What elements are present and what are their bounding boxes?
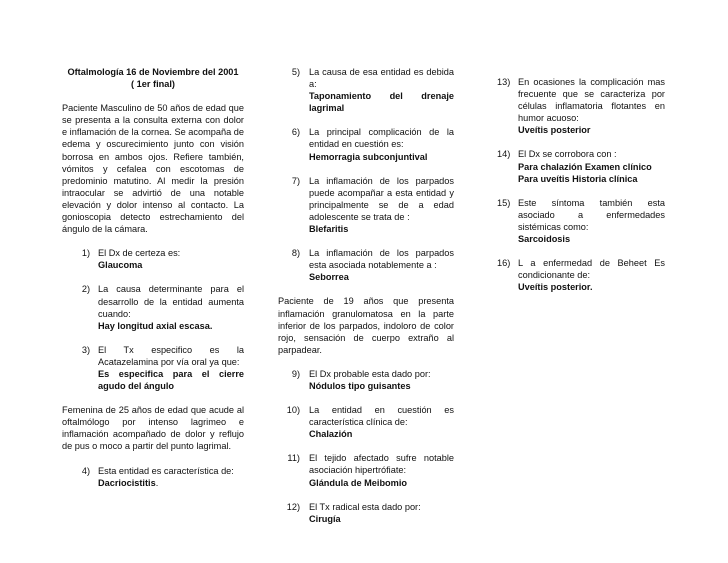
- document-title: [62, 66, 244, 90]
- question-number: 4): [81, 465, 90, 476]
- question-answer: Seborrea: [309, 272, 349, 283]
- question-answer: Glándula de Meibomio: [309, 477, 408, 488]
- question-9: [278, 368, 454, 392]
- question-text: La principal complicación de la entidad en cuestión es:: [309, 127, 454, 150]
- question-text: El tejido afectado sufre notable asociación hipertrófiate:: [309, 453, 454, 476]
- title-line-1: Oftalmología 16 de Noviembre del 2001: [67, 67, 239, 77]
- question-answer: Dacriocistitis: [98, 477, 156, 488]
- question-answer: Glaucoma: [98, 260, 143, 271]
- question-text: En ocasiones la complicación mas frecuente que se caracteriza por células inflamatoria flotantes en humor acuoso:: [518, 77, 665, 124]
- question-text: Este síntoma también esta asociado a enfermedades sistémicas como:: [518, 197, 665, 232]
- question-number: 1): [81, 248, 90, 259]
- question-answer: Hemorragia subconjuntival: [309, 151, 428, 162]
- question-text: L a enfermedad de Beheet Es condicionante de:: [518, 258, 665, 281]
- column-3: [497, 76, 665, 293]
- question-text: El Tx especifico es la Acatazelamina por vía oral ya que:: [98, 344, 244, 367]
- question-number: 15): [497, 197, 511, 208]
- answer-suffix: .: [155, 477, 159, 488]
- question-number: 6): [291, 127, 300, 138]
- question-number: 13): [497, 77, 511, 87]
- question-answer: Hay longitud axial escasa.: [98, 320, 213, 331]
- question-number: 11): [287, 453, 300, 464]
- question-answer: Cirugía: [309, 513, 341, 524]
- question-answer: Para chalazión Examen clínico: [518, 161, 652, 172]
- question-text: El Dx probable esta dado por:: [309, 368, 431, 379]
- question-answer: Sarcoidosis: [518, 234, 571, 245]
- question-number: 7): [291, 175, 300, 186]
- question-7: [278, 175, 454, 235]
- question-2: [62, 283, 244, 331]
- question-number: 3): [81, 344, 90, 355]
- question-8: [278, 247, 454, 283]
- question-number: 9): [291, 368, 300, 379]
- question-text: Esta entidad es característica de:: [98, 465, 234, 476]
- question-4: [62, 465, 244, 489]
- question-number: 10): [286, 405, 300, 416]
- question-answer: Chalazión: [309, 429, 353, 440]
- question-5: [278, 66, 454, 114]
- column-2: [278, 66, 454, 525]
- question-answer: Uveítis posterior.: [518, 282, 593, 293]
- question-answer: Uveítis posterior: [518, 125, 591, 136]
- title-line-2: ( 1er final): [131, 79, 175, 90]
- question-text: La entidad en cuestión es característica clínica de:: [309, 405, 454, 428]
- question-3: [62, 344, 244, 392]
- question-number: 5): [291, 67, 300, 77]
- question-13: [497, 76, 665, 136]
- question-number: 12): [286, 501, 300, 512]
- question-text: El Tx radical esta dado por:: [309, 501, 421, 512]
- question-answer: Nódulos tipo guisantes: [309, 380, 411, 391]
- question-10: [278, 404, 454, 440]
- case-1-description: Paciente Masculino de 50 años de edad que se presenta a la consulta externa con dolor e inflamación de la cornea. Se acompaña de edema y oscurecimiento junto con visión borrosa en ambos ojos. Refiere también, vómitos y cefalea con escotomas de predominio matutino. Al medir la presión intraocular se advirtió de una notable elevación y dolor intenso al contacto. La gonioscopia detecto estrechamiento del ángulo de la cámara.: [62, 103, 244, 235]
- column-1: [62, 66, 244, 489]
- question-1: [62, 247, 244, 271]
- question-text: La causa determinante para el desarrollo de la entidad aumenta cuando:: [98, 284, 244, 319]
- question-text: El Dx de certeza es:: [98, 248, 181, 259]
- question-16: [497, 257, 665, 293]
- question-number: 16): [497, 258, 511, 269]
- question-number: 2): [81, 284, 90, 295]
- question-answer: Blefaritis: [309, 224, 349, 235]
- question-text: La causa de esa entidad es debida a:: [309, 67, 454, 90]
- question-12: [278, 501, 454, 525]
- question-14: [497, 148, 665, 184]
- question-15: [497, 197, 665, 245]
- question-answer: Es especifica para el cierre agudo del ángulo: [98, 368, 244, 392]
- question-6: [278, 126, 454, 162]
- question-answer-2: Para uveítis Historia clínica: [518, 173, 638, 184]
- question-number: 14): [497, 149, 511, 160]
- question-answer: Taponamiento del drenaje lagrimal: [309, 91, 454, 114]
- question-text: La inflamación de los parpados esta asociada notablemente a :: [309, 248, 454, 271]
- case-2-description: Femenina de 25 años de edad que acude al oftalmólogo por intenso lagrimeo e inflamación acompañado de dolor y reflujo de pus o moco a partir del punto lagrimal.: [62, 405, 244, 452]
- question-number: 8): [291, 248, 300, 259]
- question-text: El Dx se corrobora con :: [518, 149, 617, 160]
- question-text: La inflamación de los parpados puede acompañar a esta entidad y principalmente se de a edad adolescente se trata de :: [309, 175, 454, 222]
- case-3-description: Paciente de 19 años que presenta inflamación granulomatosa en la parte inferior de los parpados, indoloro de color rojo, sensación de cuerpo extraño al parpadear.: [278, 296, 454, 355]
- question-11: [278, 452, 454, 488]
